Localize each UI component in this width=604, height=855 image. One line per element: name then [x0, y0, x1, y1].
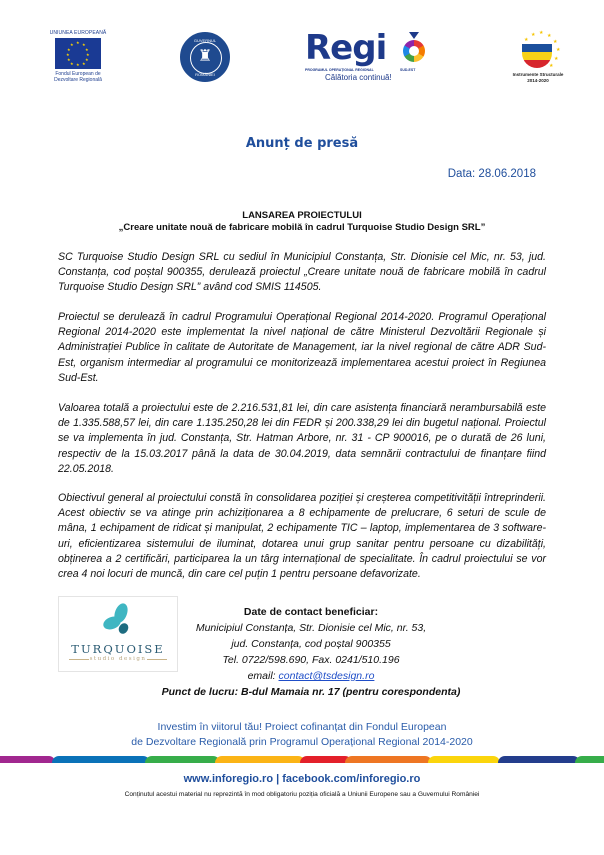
funding-statement-line2: de Dezvoltare Regională prin Programul Operațional Regional 2014-2020	[131, 736, 473, 748]
color-stripe-segment	[215, 756, 305, 763]
contact-address-line1: Municipiul Constanța, Str. Dionisie cel Mic, nr. 53,	[195, 622, 427, 634]
color-stripe-segment	[345, 756, 432, 763]
paragraph-value: Valoarea totală a proiectului este de 2.216.531,81 lei, din care asistența financiară nerambursabilă este de 1.335.588,57 lei, din care 1.135.250,28 lei din FEDR și 200.338,29 lei din bugetul național. Proiectul se va implementa în jud. Constanța, Str. Hatman Arbore, nr. 31 - CP 900016, pe o durată de 26 luni, respectiv de la 15.03.2017 până la data de 30.04.2019, data semnării contractului de finanțare fiind 22.05.2018.	[58, 402, 546, 475]
contact-address-line2: jud. Constanța, cod poștal 900355	[231, 638, 391, 650]
email-label: email:	[247, 670, 279, 682]
color-stripe-segment	[498, 756, 580, 763]
government-logo-bottom-text: ROMÂNIEI	[195, 72, 215, 77]
eu-logo-top-text: UNIUNEA EUROPEANĂ	[49, 30, 107, 36]
section-heading: LANSAREA PROIECTULUI	[242, 210, 362, 221]
turquoise-logo-subtitle: studio design	[89, 656, 147, 662]
regio-region-text: SUD-EST	[400, 68, 416, 72]
structural-instruments-line1: Instrumente Structurale	[512, 72, 564, 77]
color-stripe-segment	[575, 756, 604, 763]
eu-flag-icon: ★ ★ ★ ★ ★ ★ ★ ★ ★ ★ ★ ★	[55, 38, 101, 69]
footer-websites[interactable]: www.inforegio.ro | facebook.com/inforegio.ro	[183, 773, 421, 785]
structural-instruments-logo	[498, 30, 578, 84]
contact-work-point: Punct de lucru: B-dul Mamaia nr. 17 (pentru corespondenta)	[161, 686, 461, 698]
structural-instruments-line2: 2014-2020	[527, 78, 549, 83]
project-name: „Creare unitate nouă de fabricare mobilă în cadrul Turquoise Studio Design SRL”	[118, 222, 486, 233]
regio-program-text: PROGRAMUL OPERAȚIONAL REGIONAL	[305, 68, 374, 72]
paragraph-objective: Obiectivul general al proiectului constă în consolidarea poziției și creșterea competitivității întreprinderii. Acest obiectiv se va atinge prin achiziționarea a 8 echipamente de prelucrare, 6 seturi de scule de mâna, 1 echipament de ridicat și manipulat, 2 echipamente TIC – laptop, implementarea de 3 software-uri, eficientizarea sistemului de iluminat, dotarea unui grup sanitar pentru persoane cu dizabilități, obținerea a 2 certificări, participarea la un târg internațional de specialitate. În cadrul proiectului se vor crea 4 noi locuri de muncă, din care cel puțin 1 pentru persoane defavorizate.	[58, 492, 546, 581]
paragraph-intro: SC Turquoise Studio Design SRL cu sediul în Municipiul Constanța, Str. Dionisie cel Mic, nr. 53, jud. Constanța, cod poștal 900355, derulează proiectul „Creare unitate nouă de fabricare mobilă în cadrul Turquoise Studio Design SRL” având cod SMIS 114505.	[58, 251, 546, 294]
structural-instruments-emblem-icon: ★ ★ ★ ★ ★ ★ ★ ★	[524, 30, 561, 69]
eu-logo-bottom-line2: Dezvoltare Regională	[54, 77, 102, 83]
contact-heading: Date de contact beneficiar:	[243, 606, 379, 618]
footer-disclaimer: Conținutul acestui material nu reprezintă în mod obligatoriu poziția oficială a Uniunii Europene sau a Guvernului României	[124, 791, 480, 798]
color-stripe-segment	[428, 756, 500, 763]
regio-wordmark: Regi	[305, 28, 387, 68]
regio-color-wheel-icon	[403, 40, 425, 62]
funding-statement	[0, 720, 604, 750]
contact-email-row	[160, 668, 462, 684]
funding-statement-line1: Investim în viitorul tău! Proiect cofinanțat din Fondul European	[157, 721, 447, 733]
regio-triangle-icon	[409, 32, 419, 39]
government-logo-top-text: GUVERNUL	[193, 38, 217, 43]
paragraph-program: Proiectul se derulează în cadrul Programului Operațional Regional 2014-2020. Programul Operațional Regional 2014-2020 este implementat la nivel național de către Ministerul Dezvoltării Regionale și Administrației Publice în calitate de Autoritate de Management, iar la nivel regional de către ADR Sud-Est, organism intermediar al programului ce monitorizează implementarea acestui proiect în Regiunea Sud-Est.	[58, 311, 546, 384]
color-stripe-segment	[52, 756, 150, 763]
turquoise-logo-name: TURQUOISE	[71, 642, 165, 656]
color-stripe	[0, 756, 604, 763]
regio-logo	[305, 30, 430, 85]
eu-logo-bottom-line1: Fondul European de	[55, 71, 101, 77]
government-logo	[180, 32, 230, 82]
color-stripe-segment	[145, 756, 220, 763]
page-title: Anunț de presă	[245, 136, 359, 151]
color-stripe-segment	[0, 756, 55, 763]
contact-block	[160, 604, 462, 700]
document-date: Data: 28.06.2018	[447, 168, 536, 180]
email-link[interactable]: contact@tsdesign.ro	[278, 670, 375, 682]
eagle-crest-icon: ♜	[197, 48, 213, 65]
contact-phone: Tel. 0722/598.690, Fax. 0241/510.196	[222, 654, 400, 666]
eu-logo	[48, 30, 108, 83]
regio-tagline: Călătoria continuă!	[325, 73, 392, 82]
